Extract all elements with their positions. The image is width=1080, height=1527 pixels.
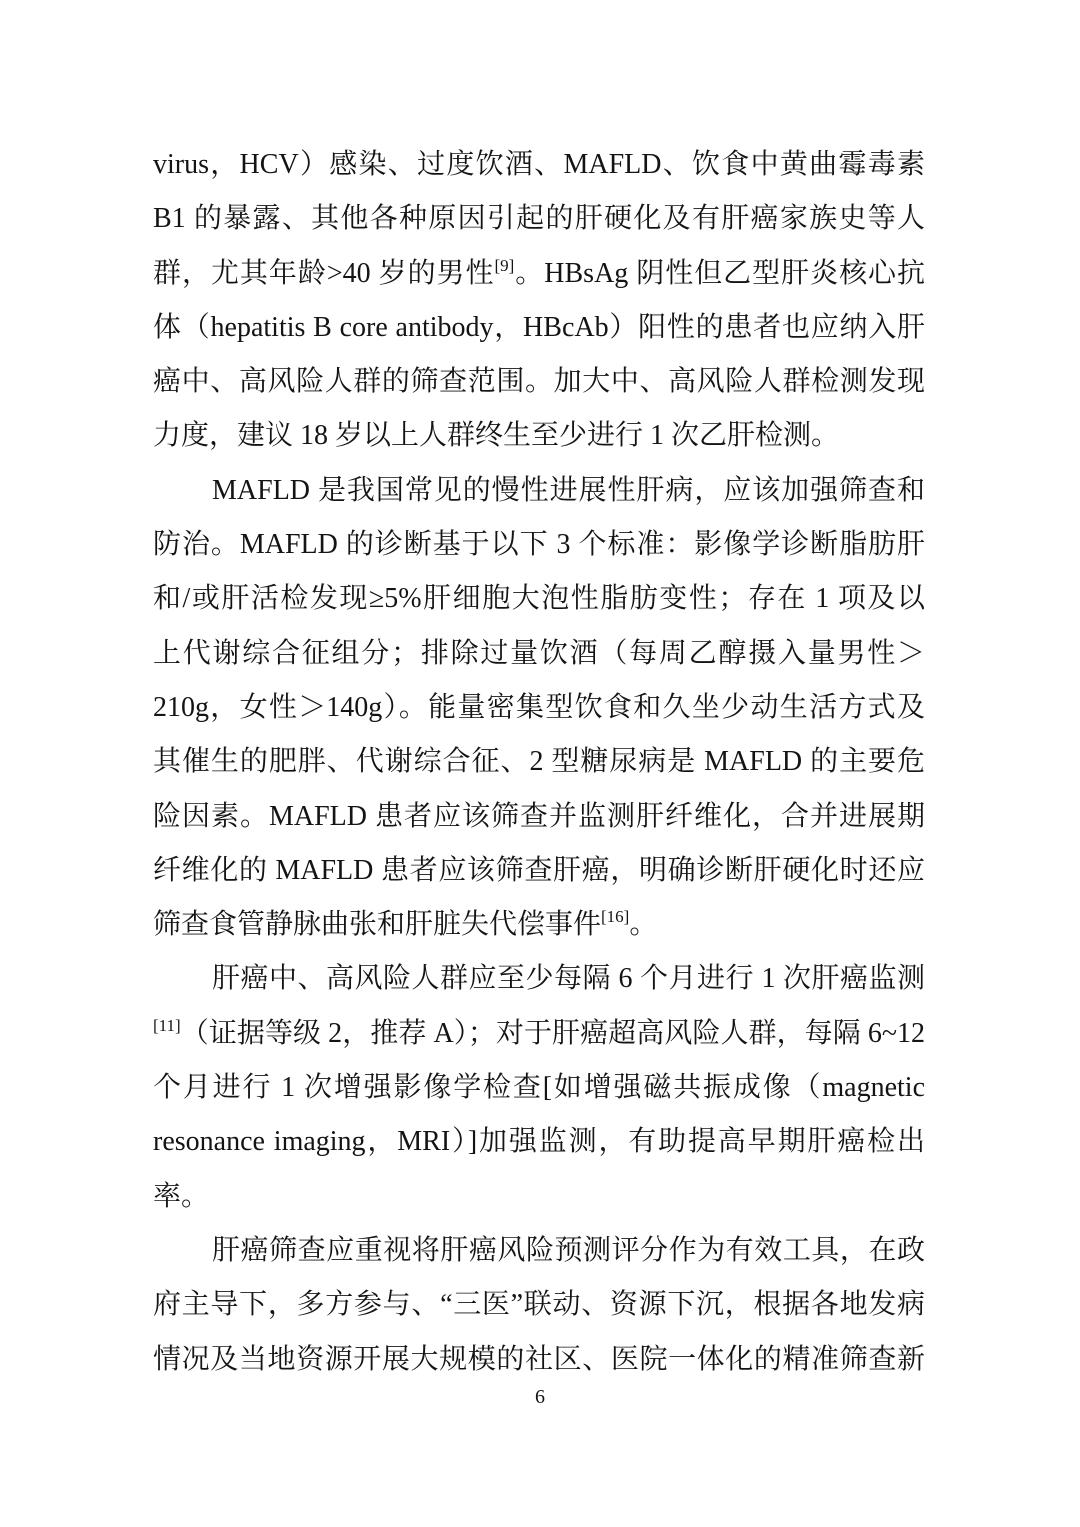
text-line [153, 627, 925, 681]
text-run: 肝癌筛查应重视将肝癌风险预测评分作为有效工具，在政 [212, 1234, 925, 1266]
text-run: 险因素。MAFLD 患者应该筛查并监测肝纤维化，合并进展期 [153, 800, 925, 832]
citation-superscript: [9] [494, 255, 515, 275]
paragraph-continues-next-page [153, 1224, 925, 1387]
text-run: 体（hepatitis B core antibody，HBcAb）阳性的患者也应纳入肝 [153, 311, 925, 343]
text-run: virus，HCV）感染、过度饮酒、MAFLD、饮食中黄曲霉毒素 [153, 149, 925, 180]
page-number: 6 [535, 1386, 545, 1408]
text-line [153, 301, 925, 355]
text-run: 上代谢综合征组分；排除过量饮酒（每周乙醇摄入量男性＞ [153, 637, 925, 669]
text-line [153, 572, 925, 626]
text-run: 。 [629, 909, 658, 941]
text-run: 筛查食管静脉曲张和肝脏失代偿事件 [153, 909, 602, 941]
paragraph [153, 464, 925, 953]
text-line [153, 1224, 925, 1278]
text-run: resonance imaging，MRI）]加强监测，有助提高早期肝癌检出 [153, 1126, 925, 1158]
text-line [153, 518, 925, 572]
text-line [153, 1170, 925, 1224]
text-line [153, 790, 925, 844]
text-run: 府主导下，多方参与、“三医”联动、资源下沉，根据各地发病 [153, 1289, 925, 1321]
text-run: 肝癌中、高风险人群应至少每隔 6 个月进行 1 次肝癌监测 [212, 963, 925, 995]
text-line [153, 1061, 925, 1115]
text-run: 其催生的肥胖、代谢综合征、2 型糖尿病是 MAFLD 的主要危 [153, 746, 925, 778]
body-text [153, 138, 925, 1387]
text-run: 群，尤其年龄>40 岁的男性 [153, 257, 495, 289]
text-line [153, 1278, 925, 1332]
text-run: 210g，女性＞140g）。能量密集型饮食和久坐少动生活方式及 [153, 691, 925, 723]
text-line [153, 898, 925, 952]
text-run: 情况及当地资源开展大规模的社区、医院一体化的精准筛查新 [153, 1343, 925, 1375]
text-run: 率。 [153, 1180, 210, 1212]
text-run: 防治。MAFLD 的诊断基于以下 3 个标准：影像学诊断脂肪肝 [153, 529, 925, 561]
text-line [153, 355, 925, 409]
text-run: （证据等级 2，推荐 A）；对于肝癌超高风险人群，每隔 6~12 [180, 1017, 925, 1049]
text-line [153, 681, 925, 735]
text-line [153, 247, 925, 301]
text-line [153, 464, 925, 518]
paragraph-continued [153, 138, 925, 464]
text-line [153, 1115, 925, 1169]
text-line [153, 1333, 925, 1387]
text-run: 和/或肝活检发现≥5%肝细胞大泡性脂肪变性；存在 1 项及以 [153, 583, 925, 615]
text-run: 力度，建议 18 岁以上人群终生至少进行 1 次乙肝检测。 [153, 420, 840, 452]
citation-superscript: [11] [153, 1015, 181, 1035]
text-run: B1 的暴露、其他各种原因引起的肝硬化及有肝癌家族史等人 [153, 203, 925, 235]
text-run: 癌中、高风险人群的筛查范围。加大中、高风险人群检测发现 [153, 366, 925, 398]
text-line [153, 138, 925, 192]
text-line [153, 735, 925, 789]
paragraph [153, 952, 925, 1223]
text-run: 纤维化的 MAFLD 患者应该筛查肝癌，明确诊断肝硬化时还应 [153, 854, 925, 886]
text-run: 个月进行 1 次增强影像学检查[如增强磁共振成像（magnetic [153, 1072, 925, 1104]
text-line [153, 409, 925, 463]
text-line [153, 952, 925, 1006]
citation-superscript: [16] [601, 907, 630, 927]
text-line [153, 844, 925, 898]
text-line [153, 192, 925, 246]
text-run: 。HBsAg 阴性但乙型肝炎核心抗 [514, 257, 926, 289]
text-line [153, 1007, 925, 1061]
text-run: MAFLD 是我国常见的慢性进展性肝病，应该加强筛查和 [212, 474, 925, 506]
